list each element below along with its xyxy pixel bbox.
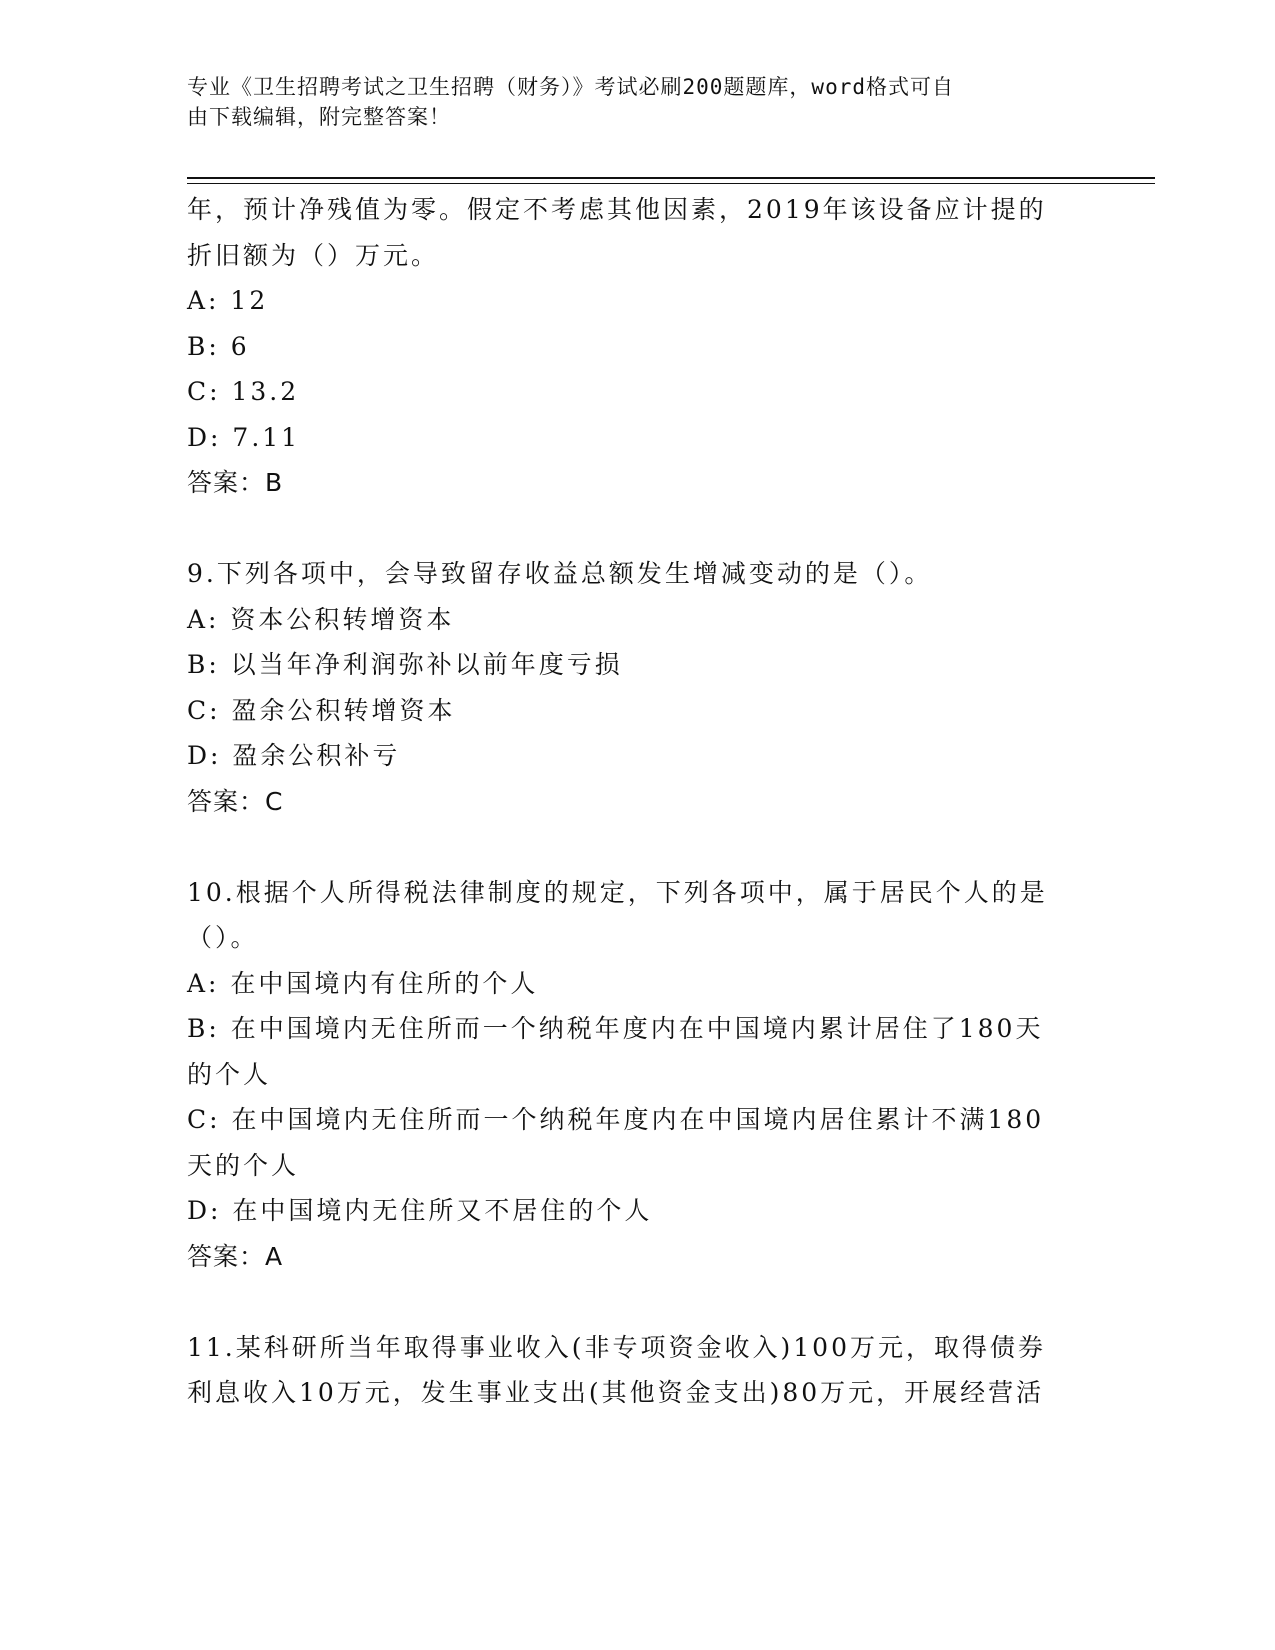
q10-stem-line-1: 10.根据个人所得税法律制度的规定，下列各项中，属于居民个人的是 — [187, 877, 1048, 907]
spacer — [187, 824, 1147, 870]
q8-answer: 答案：B — [187, 468, 284, 497]
header-divider-thick — [187, 177, 1155, 179]
q11-stem-line-1: 11.某科研所当年取得事业收入(非专项资金收入)100万元，取得债券 — [187, 1332, 1046, 1362]
q10-option-b: B: 在中国境内无住所而一个纳税年度内在中国境内累计居住了180天 — [187, 1014, 1044, 1043]
q9-answer: 答案：C — [187, 786, 284, 816]
q10-option-a: A: 在中国境内有住所的个人 — [187, 968, 539, 998]
q10-answer: 答案：A — [187, 1241, 284, 1271]
q10-stem-line-2: （）。 — [187, 923, 259, 952]
q9-option-c: C: 盈余公积转增资本 — [187, 695, 456, 725]
q9-stem-line-1: 9.下列各项中，会导致留存收益总额发生增减变动的是（）。 — [187, 559, 933, 588]
q10-option-c: C: 在中国境内无住所而一个纳税年度内在中国境内居住累计不满180 — [187, 1105, 1045, 1134]
header-line-2: 由下载编辑，附完整答案！ — [187, 105, 451, 129]
q8-option-a: A: 12 — [187, 286, 269, 315]
q8-option-d: D: 7.11 — [187, 422, 301, 452]
q11-stem-line-2: 利息收入10万元，发生事业支出(其他资金支出)80万元，开展经营活 — [187, 1378, 1045, 1407]
q8-option-c: C: 13.2 — [187, 377, 300, 406]
q9-option-d: D: 盈余公积补亏 — [187, 741, 401, 770]
q10-option-d: D: 在中国境内无住所又不居住的个人 — [187, 1196, 653, 1225]
q9-option-a: A: 资本公积转增资本 — [187, 604, 455, 634]
q10-option-c-cont: 天的个人 — [187, 1150, 300, 1180]
q9-option-b: B: 以当年净利润弥补以前年度亏损 — [187, 650, 623, 679]
header-divider-thin — [187, 183, 1155, 184]
spacer — [187, 1279, 1147, 1325]
q8-stem-line-2: 折旧额为（）万元。 — [187, 240, 440, 270]
question-content — [187, 187, 1147, 1416]
header-line-1: 专业《卫生招聘考试之卫生招聘（财务）》考试必刷200题题库，word格式可自 — [187, 75, 954, 99]
q8-stem-line-1: 年，预计净残值为零。假定不考虑其他因素，2019年该设备应计提的 — [187, 195, 1047, 224]
spacer — [187, 506, 1147, 552]
q10-option-b-cont: 的个人 — [187, 1059, 272, 1089]
q8-option-b: B: 6 — [187, 331, 250, 361]
document-header — [187, 72, 1067, 132]
